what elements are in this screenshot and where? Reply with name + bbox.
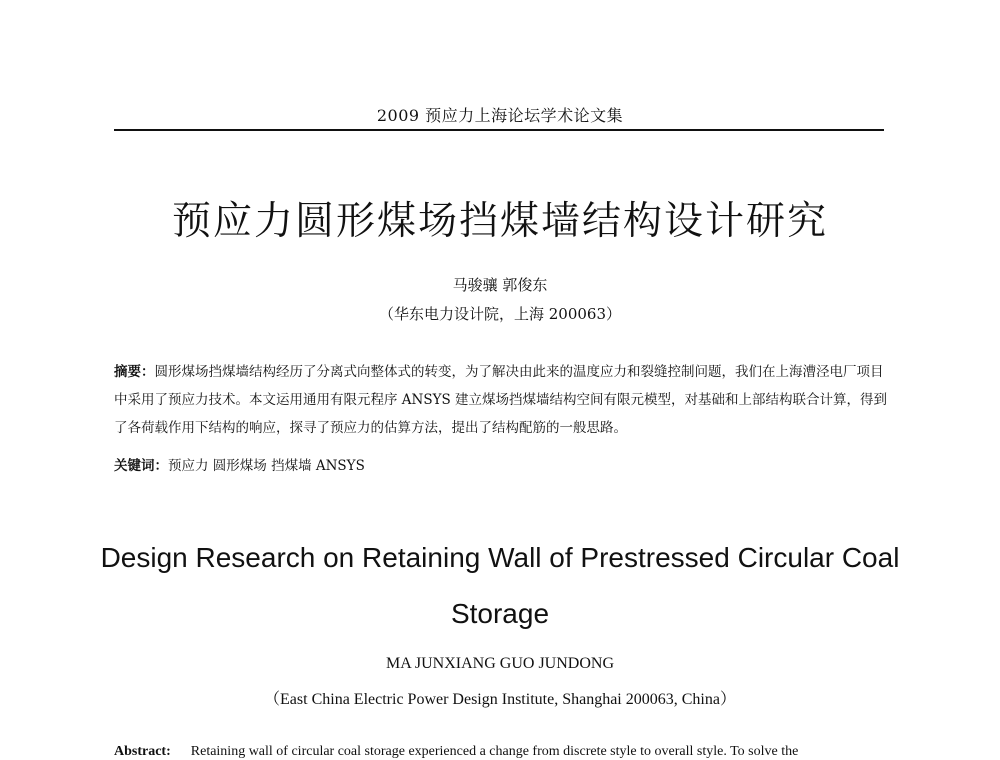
chinese-keywords-text: 预应力 圆形煤场 挡煤墙 ANSYS xyxy=(168,458,365,474)
english-title: Design Research on Retaining Wall of Prestressed Circular Coal Storage xyxy=(100,542,900,629)
english-abstract xyxy=(114,744,889,760)
chinese-abstract-text: 圆形煤场挡煤墙结构经历了分离式向整体式的转变，为了解决由此来的温度应力和裂缝控制问题，我们在上海漕泾电厂项目中采用了预应力技术。本文运用通用有限元程序 ANSYS 建立煤场挡煤墙结构空间有限元模型，对基础和上部结构联合计算，得到了各荷载作用下结构的响应，探寻了预应力的估算方法，提出了结构配筋的一般思路。 xyxy=(114,364,888,436)
english-authors: MA JUNXIANG GUO JUNDONG xyxy=(386,655,614,672)
chinese-keywords xyxy=(114,454,889,474)
chinese-authors: 马骏骧 郭俊东 xyxy=(452,276,548,294)
english-abstract-text: Retaining wall of circular coal storage experienced a change from discrete style to overall style. To solve the xyxy=(190,744,799,759)
running-header: 2009 预应力上海论坛学术论文集 xyxy=(376,106,624,125)
header-rule xyxy=(114,129,884,131)
chinese-abstract xyxy=(114,358,889,442)
english-abstract-label: Abstract: xyxy=(114,744,171,759)
chinese-keywords-label: 关键词： xyxy=(114,458,168,474)
chinese-title: 预应力圆形煤场挡煤墙结构设计研究 xyxy=(171,199,828,244)
english-affiliation: （East China Electric Power Design Institute, Shanghai 200063, China） xyxy=(264,691,736,708)
chinese-affiliation: （华东电力设计院，上海 200063） xyxy=(378,305,622,323)
chinese-abstract-label: 摘要： xyxy=(114,364,155,380)
